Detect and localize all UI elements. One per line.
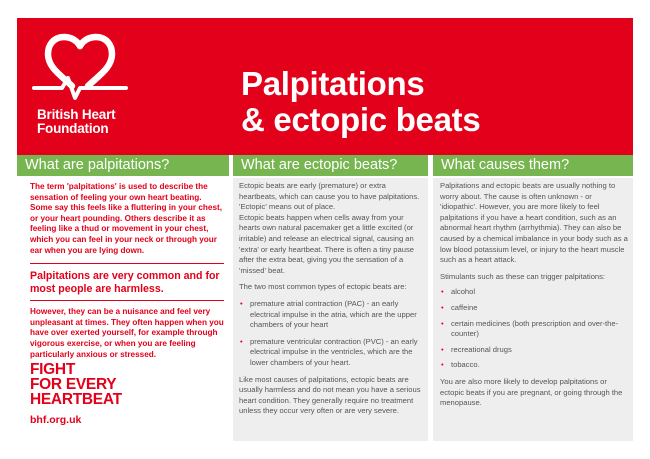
palpitations-intro: The term 'palpitations' is used to describe the sensation of feeling your own heart beating. Some say this feels like a fluttering in your chest, or your heart pounding. Others describe it as feeling like a thud or movement in your chest, which you can feel in your neck or through your ear when you are lying down. bbox=[30, 182, 223, 255]
list-item: • recreational drugs bbox=[440, 345, 630, 356]
list-item: • premature ventricular contraction (PVC) - an early electrical impulse in the ventricles, which are the lower chambers of your heart. bbox=[239, 337, 423, 369]
causes-p3: You are also more likely to develop palpitations or ectopic beats if you are pregnant, or going through the menopause. bbox=[440, 376, 623, 408]
logo-line-1: British Heart bbox=[37, 107, 116, 122]
causes-p1: Palpitations and ectopic beats are usually nothing to worry about. The cause is often unknown - or 'idiopathic'. However, you are more likely to feel palpitations if you have a heart condition, such as an abnormal heart rhythm (arrhythmia). They can also be caused by a chemical imbalance in your body such as a low blood potassium level, or injury to the heart muscle such as a heart attack. bbox=[440, 181, 628, 265]
divider bbox=[30, 300, 224, 301]
ectopic-p4: Like most causes of palpitations, ectopic beats are usually harmless and do not mean you have a serious heart condition. They generally require no treatment unless they occur very often or are very severe. bbox=[239, 374, 421, 416]
logo-line-2: Foundation bbox=[37, 121, 109, 136]
heading-palpitations: What are palpitations? bbox=[17, 155, 229, 176]
heading-ectopic: What are ectopic beats? bbox=[233, 155, 428, 176]
list-item: • alcohol bbox=[440, 287, 630, 298]
list-item: • certain medicines (both prescription and over-the-counter) bbox=[440, 319, 630, 340]
heading-causes: What causes them? bbox=[433, 155, 633, 176]
slogan-line-2: FOR EVERY bbox=[30, 376, 117, 393]
heart-pulse-icon bbox=[30, 30, 130, 110]
ectopic-p3: The two most common types of ectopic beats are: bbox=[239, 282, 407, 292]
title-line-2: & ectopic beats bbox=[241, 101, 481, 138]
causes-column bbox=[440, 181, 630, 409]
causes-p2: Stimulants such as these can trigger palpitations: bbox=[440, 271, 606, 281]
palpitations-detail: However, they can be a nuisance and feel very unpleasant at times. They often happen when you have over exerted yourself, for example through vigorous exercise, or when you are feeling particularly anxious or stressed. bbox=[30, 307, 224, 359]
slogan-line-3: HEARTBEAT bbox=[30, 391, 122, 408]
list-item: • premature atrial contraction (PAC) - an early electrical impulse in the atria, which are the upper chambers of your heart bbox=[239, 299, 423, 331]
campaign-slogan bbox=[30, 362, 122, 407]
page-title bbox=[241, 66, 480, 138]
ectopic-p1: Ectopic beats are early (premature) or extra heartbeats, which can cause you to have palpitations. 'Ectopic' means out of place. bbox=[239, 181, 420, 212]
slogan-line-1: FIGHT bbox=[30, 361, 75, 378]
palpitations-lead: Palpitations are very common and for most people are harmless. bbox=[30, 270, 220, 296]
ectopic-column bbox=[239, 181, 423, 417]
website-link[interactable]: bhf.org.uk bbox=[30, 414, 82, 426]
divider bbox=[30, 263, 224, 264]
palpitations-column bbox=[30, 182, 224, 360]
logo-wordmark bbox=[37, 108, 115, 136]
ectopic-p2: Ectopic beats happen when cells away from your hearts own natural pacemaker get a little excited (or irritable) and release an electrical signal, causing an 'extra' or early heartbeat. There is often a tiny pause after the extra beat, giving you the sensation of a 'missed' beat. bbox=[239, 212, 414, 275]
bhf-logo bbox=[30, 30, 130, 140]
title-line-1: Palpitations bbox=[241, 65, 425, 102]
list-item: • caffeine bbox=[440, 303, 630, 314]
list-item: • tobacco. bbox=[440, 360, 630, 371]
